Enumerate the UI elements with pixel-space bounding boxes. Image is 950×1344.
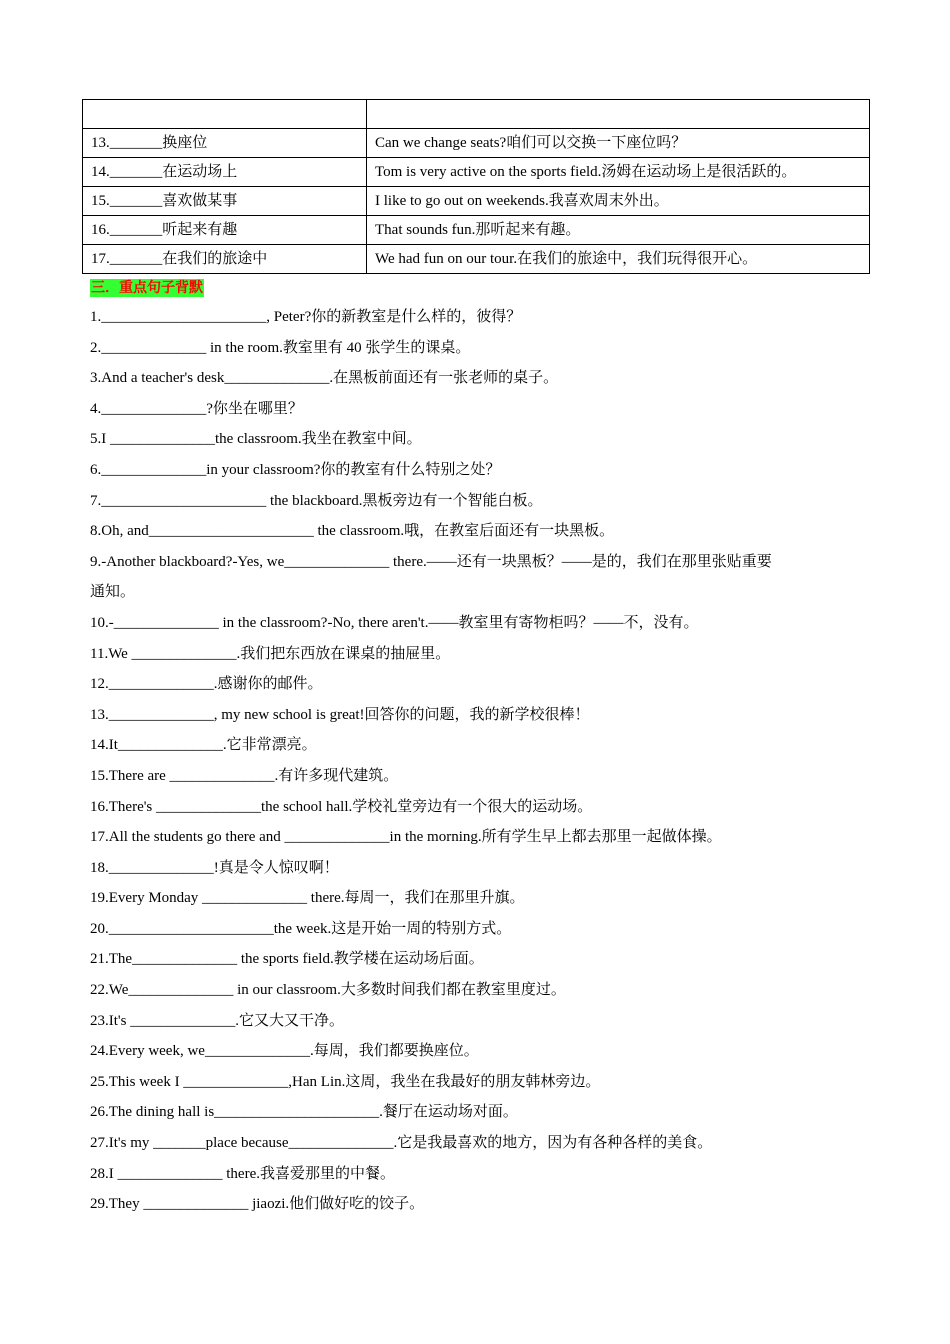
sentence-line: 11.We ______________.我们把东西放在课桌的抽屉里。 — [90, 645, 451, 662]
table-row — [83, 129, 870, 158]
sentence-line: 24.Every week, we______________.每周，我们都要换座位。 — [90, 1043, 479, 1060]
sentence-list — [90, 302, 870, 1220]
sentence-line: 27.It's my _______place because______________.它是我最喜欢的地方，因为有各种各样的美食。 — [90, 1135, 713, 1152]
table-cell-term: 17._______在我们的旅途中 — [83, 245, 367, 274]
table-cell-term: 16._______听起来有趣 — [83, 216, 367, 245]
sentence-line: 17.All the students go there and ______________in the morning.所有学生早上都去那里一起做体操。 — [90, 829, 722, 846]
section-title: 三．重点句子背默 — [91, 280, 203, 296]
sentence-line: 6.______________in your classroom?你的教室有什么特别之处？ — [90, 461, 501, 478]
sentence-line: 7.______________________ the blackboard.黑板旁边有一个智能白板。 — [90, 492, 543, 509]
sentence-line: 29.They ______________ jiaozi.他们做好吃的饺子。 — [90, 1196, 425, 1213]
table-row — [83, 216, 870, 245]
sentence-line: 5.I ______________the classroom.我坐在教室中间。 — [90, 431, 422, 448]
sentence-line: 18.______________!真是令人惊叹啊！ — [90, 859, 339, 876]
table-cell-term: 15._______喜欢做某事 — [83, 187, 367, 216]
sentence-line: 2.______________ in the room.教室里有 40 张学生的课桌。 — [90, 339, 471, 356]
sentence-line: 12.______________.感谢你的邮件。 — [90, 676, 323, 693]
table-cell-example — [367, 100, 870, 129]
sentence-line: 8.Oh, and______________________ the classroom.哦，在教室后面还有一块黑板。 — [90, 523, 615, 540]
sentence-line: 25.This week I ______________,Han Lin.这周，我坐在我最好的朋友韩林旁边。 — [90, 1073, 601, 1090]
table-row — [83, 100, 870, 129]
sentence-line: 16.There's ______________the school hall.学校礼堂旁边有一个很大的运动场。 — [90, 798, 593, 815]
table-cell-term: 13._______换座位 — [83, 129, 367, 158]
sentence-line: 4.______________?你坐在哪里？ — [90, 400, 303, 417]
sentence-line-continued: 通知。 — [90, 584, 136, 601]
vocab-table — [82, 99, 870, 274]
table-cell-example: I like to go out on weekends.我喜欢周末外出。 — [367, 187, 870, 216]
sentence-line: 14.It______________.它非常漂亮。 — [90, 737, 317, 754]
table-row — [83, 187, 870, 216]
table-row — [83, 245, 870, 274]
table-cell-term — [83, 100, 367, 129]
sentence-line: 20.______________________the week.这是开始一周的特别方式。 — [90, 920, 512, 937]
sentence-line: 9.-Another blackboard?-Yes, we______________ there.——还有一块黑板？——是的，我们在那里张贴重要 — [90, 553, 772, 570]
sentence-line: 10.-______________ in the classroom?-No, there aren't.——教室里有寄物柜吗？——不，没有。 — [90, 614, 699, 631]
sentence-line: 26.The dining hall is______________________.餐厅在运动场对面。 — [90, 1104, 518, 1121]
sentence-line: 22.We______________ in our classroom.大多数时间我们都在教室里度过。 — [90, 982, 566, 999]
sentence-line: 1.______________________, Peter?你的新教室是什么样的，彼得？ — [90, 309, 522, 325]
table-cell-example: Can we change seats?咱们可以交换一下座位吗？ — [367, 129, 870, 158]
table-cell-example: Tom is very active on the sports field.汤姆在运动场上是很活跃的。 — [367, 158, 870, 187]
sentence-line: 3.And a teacher's desk______________.在黑板前面还有一张老师的桌子。 — [90, 370, 559, 387]
sentence-line: 15.There are ______________.有许多现代建筑。 — [90, 767, 399, 784]
table-cell-example: That sounds fun.那听起来有趣。 — [367, 216, 870, 245]
sentence-line: 13.______________, my new school is great!回答你的问题，我的新学校很棒！ — [90, 706, 590, 723]
table-row — [83, 158, 870, 187]
sentence-line: 23.It's ______________.它又大又干净。 — [90, 1012, 344, 1029]
sentence-line: 19.Every Monday ______________ there.每周一，我们在那里升旗。 — [90, 890, 525, 907]
table-cell-term: 14._______在运动场上 — [83, 158, 367, 187]
table-cell-example: We had fun on our tour.在我们的旅途中，我们玩得很开心。 — [367, 245, 870, 274]
sentence-line: 28.I ______________ there.我喜爱那里的中餐。 — [90, 1165, 395, 1182]
sentence-line: 21.The______________ the sports field.教学楼在运动场后面。 — [90, 951, 484, 968]
